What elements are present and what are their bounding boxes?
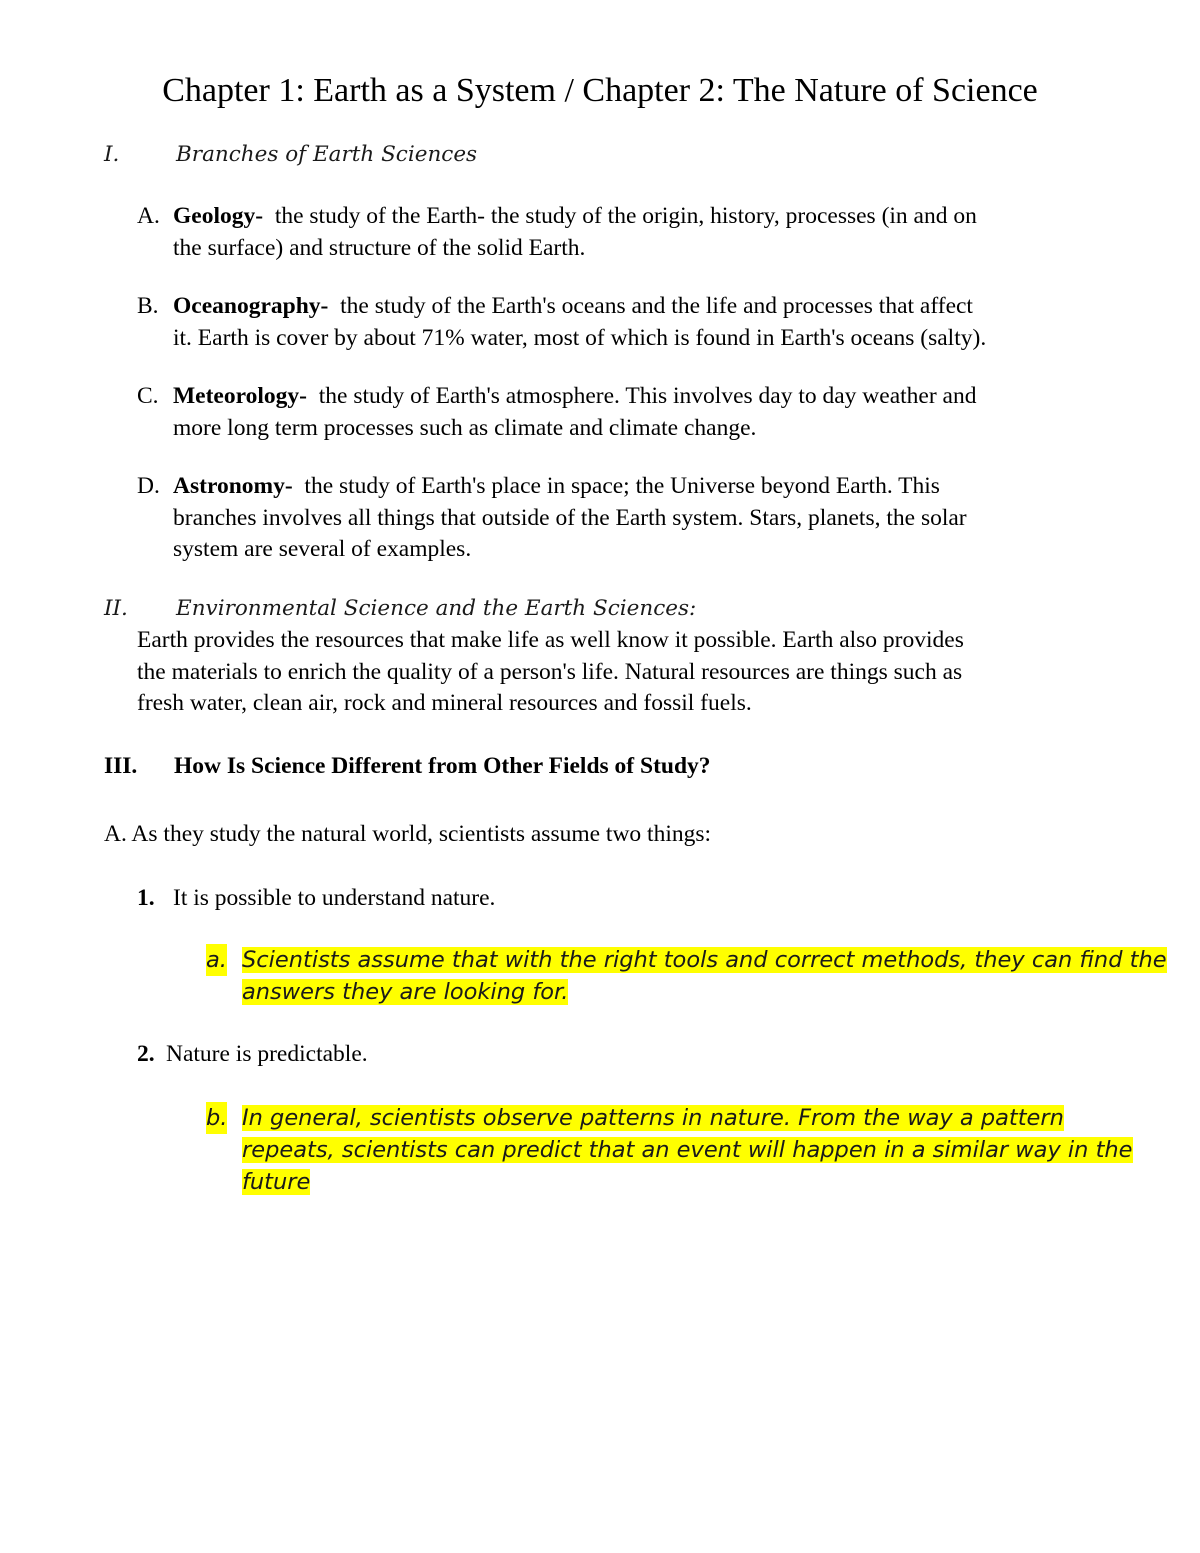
item-text-line: the study of Earth's place in space; the Universe beyond Earth. This [304, 473, 940, 499]
section-2-paragraph [137, 625, 964, 720]
item-text-line: the study of Earth's atmosphere. This involves day to day weather and [318, 383, 977, 409]
note-a-line: Scientists assume that with the right tools and correct methods, they can find the [242, 947, 1167, 973]
term-astronomy: Astronomy- [173, 473, 293, 499]
item-body [173, 201, 1133, 264]
term-geology: Geology- [173, 203, 264, 229]
section-2-numeral: II. [104, 596, 128, 621]
item-label: B. [137, 293, 159, 319]
section-1-numeral: I. [104, 142, 120, 167]
section-3-sub-a: A. As they study the natural world, scientists assume two things: [104, 821, 712, 847]
term-oceanography: Oceanography- [173, 293, 329, 319]
point-1-text: It is possible to understand nature. [173, 885, 496, 911]
paragraph-line: the materials to enrich the quality of a person's life. Natural resources are things such as [137, 658, 963, 685]
point-2-label: 2. [137, 1041, 155, 1067]
note-a-label: a. [206, 944, 227, 976]
item-label: D. [137, 473, 160, 499]
note-b-line: repeats, scientists can predict that an event will happen in a similar way in the [242, 1137, 1133, 1163]
section-3-numeral: III. [104, 753, 138, 779]
item-text-line: the study of the Earth's oceans and the life and processes that affect [340, 293, 973, 319]
item-text-line: the study of the Earth- the study of the origin, history, processes (in and on [274, 203, 977, 229]
item-text-line: branches involves all things that outside of the Earth system. Stars, planets, the solar [173, 504, 967, 531]
item-text-line: system are several of examples. [173, 536, 472, 562]
note-b-label: b. [206, 1102, 227, 1134]
note-b-body [242, 1102, 1142, 1198]
page-title: Chapter 1: Earth as a System / Chapter 2: The Nature of Science [162, 72, 1038, 109]
item-label: C. [137, 383, 159, 409]
note-a-line: answers they are looking for. [242, 979, 569, 1005]
point-1-label: 1. [137, 885, 155, 911]
section-2-heading: Environmental Science and the Earth Sciences: [176, 596, 697, 621]
term-meteorology: Meteorology- [173, 383, 307, 409]
note-b-line: future [242, 1169, 311, 1195]
item-label: A. [137, 203, 160, 229]
section-1-heading: Branches of Earth Sciences [176, 142, 478, 167]
item-body [173, 291, 1133, 354]
item-body [173, 381, 1133, 444]
item-body [173, 471, 1133, 566]
paragraph-line: fresh water, clean air, rock and mineral resources and fossil fuels. [137, 690, 752, 716]
note-b-line: In general, scientists observe patterns in nature. From the way a pattern [242, 1105, 1064, 1131]
section-3-heading: How Is Science Different from Other Fields of Study? [174, 753, 711, 779]
item-text-line: more long term processes such as climate and climate change. [173, 414, 757, 441]
note-a-body [242, 944, 1167, 1008]
paragraph-line: Earth provides the resources that make life as well know it possible. Earth also provides [137, 627, 964, 653]
point-2-text: Nature is predictable. [166, 1041, 368, 1067]
item-text-line: the surface) and structure of the solid Earth. [173, 234, 586, 261]
item-text-line: it. Earth is cover by about 71% water, most of which is found in Earth's oceans (salty). [173, 324, 987, 351]
